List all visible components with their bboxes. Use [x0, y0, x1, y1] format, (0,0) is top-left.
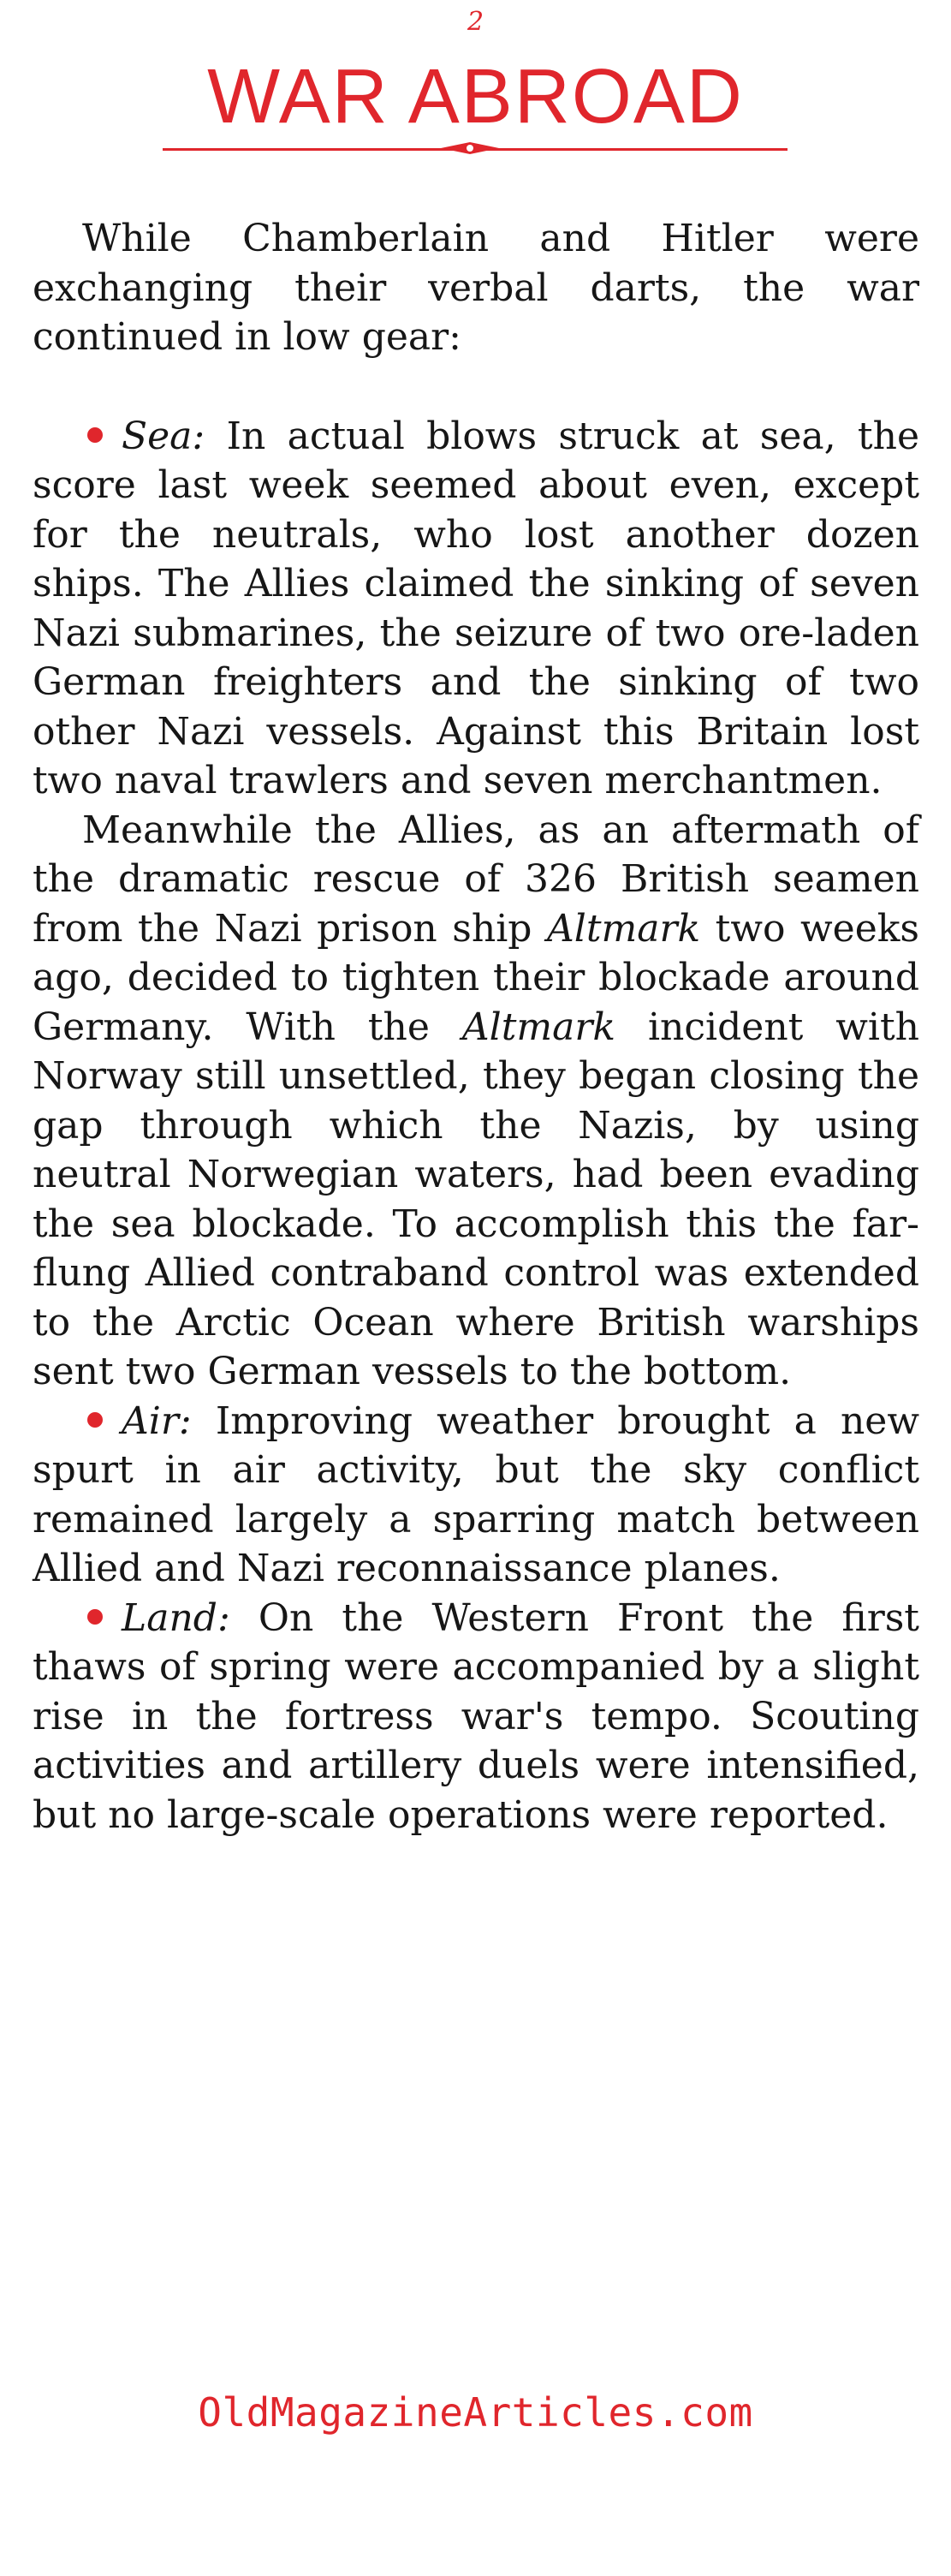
sea-label: Sea:: [122, 414, 205, 458]
blockade-text-3: incident with Norway still unsettled, they began closing the gap through which the Nazis, by using neutral Norwegian waters, had been evading the sea blockade. To accomplish this the far-flung Allied contraband control was extended to the Arctic Ocean where British warships sent two German vessels to the bottom.: [33, 1005, 919, 1393]
article-body: [33, 214, 919, 1840]
blockade-paragraph: [33, 806, 919, 1397]
land-text: On the Western Front the first thaws of spring were accompanied by a slight rise in the fortress war's tempo. Scouting activities and artillery duels were intensified, but no large-scale operations were reported.: [33, 1595, 919, 1837]
page-number: 2: [467, 7, 484, 37]
ship-name: Altmark: [461, 1005, 616, 1049]
blockade-text-1: Meanwhile the Allies, as an aftermath of the dramatic rescue of 326 British seamen from the Nazi prison ship: [33, 808, 919, 951]
blockade-text-2: two weeks ago, decided to tighten their blockade around Germany. With the: [33, 906, 919, 1049]
bullet-icon: [87, 1609, 103, 1625]
land-label: Land:: [122, 1595, 230, 1640]
bullet-icon: [87, 1412, 103, 1428]
intro-text: While Chamberlain and Hitler were exchanging their verbal darts, the war continued in low gear:: [33, 217, 919, 359]
air-label: Air:: [122, 1398, 192, 1443]
land-paragraph: [33, 1594, 919, 1840]
air-paragraph: [33, 1397, 919, 1594]
headline: WAR ABROAD: [207, 54, 744, 140]
air-text: Improving weather brought a new spurt in air activity, but the sky conflict remained largely a sparring match between Allied and Nazi reconnaissance planes.: [33, 1398, 919, 1590]
ornament-icon: [441, 141, 499, 155]
source-watermark: OldMagazineArticles.com: [198, 2389, 753, 2436]
bullet-icon: [87, 427, 103, 443]
sea-text: In actual blows struck at sea, the score last week seemed about even, except for the neutrals, who lost another dozen ships. The Allies claimed the sinking of seven Nazi submarines, the seizure of two ore-laden German freighters and the sinking of two other Nazi vessels. Against this Britain lost two naval trawlers and seven merchantmen.: [33, 414, 919, 802]
ship-name: Altmark: [546, 906, 701, 951]
sea-paragraph: [33, 412, 919, 806]
intro-paragraph: [33, 214, 919, 362]
